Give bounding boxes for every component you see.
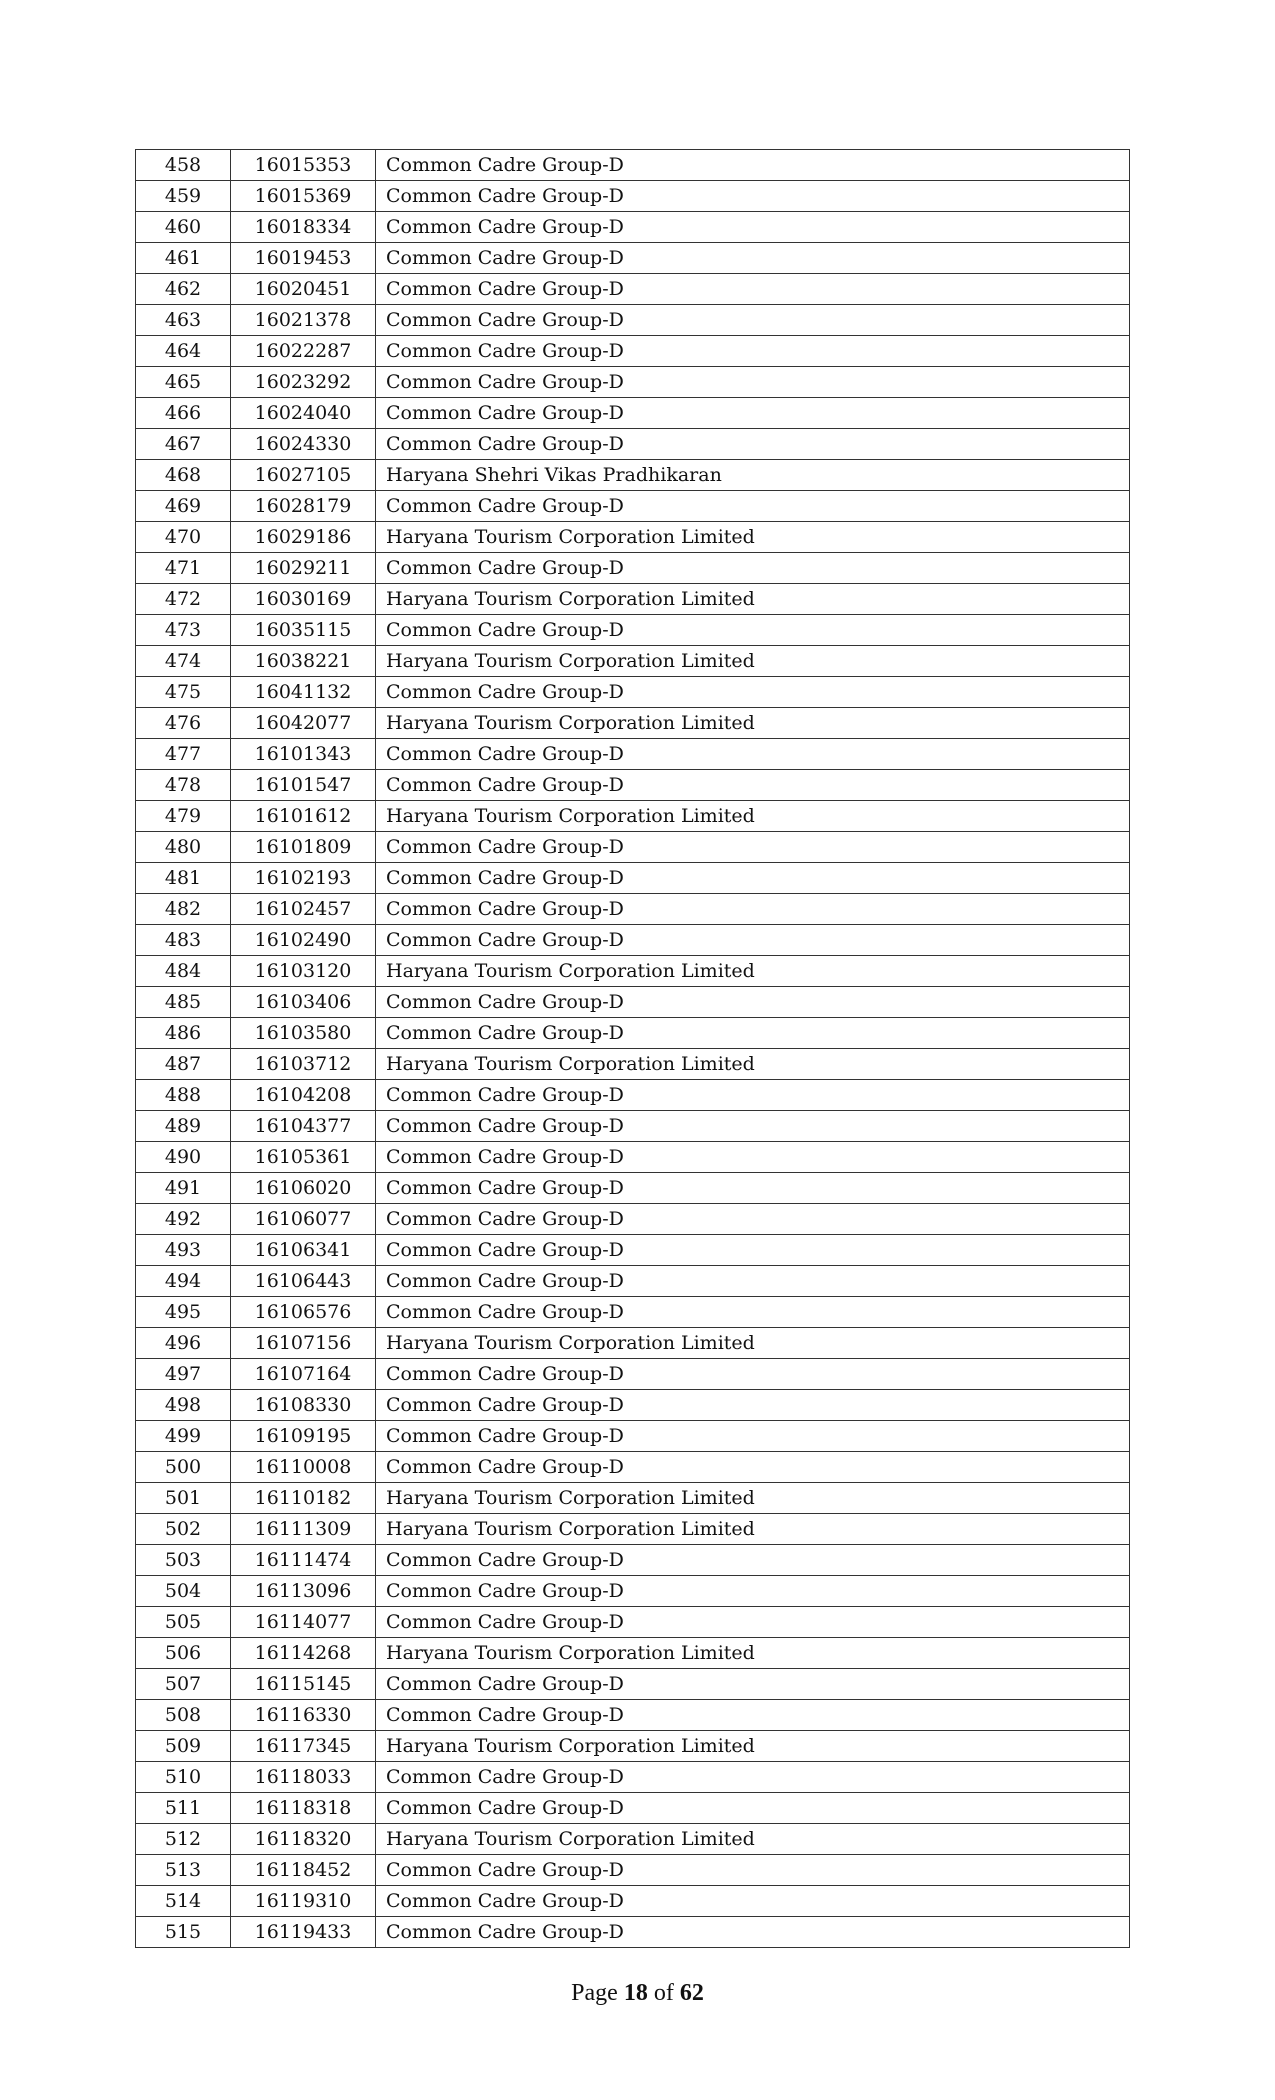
table-row bbox=[136, 1421, 1130, 1452]
roll-number-cell: 16114268 bbox=[231, 1638, 376, 1669]
serial-number-cell: 475 bbox=[136, 677, 231, 708]
serial-number-cell: 498 bbox=[136, 1390, 231, 1421]
department-cell: Common Cadre Group-D bbox=[376, 832, 1130, 863]
serial-number-cell: 508 bbox=[136, 1700, 231, 1731]
table-row bbox=[136, 1390, 1130, 1421]
table-row bbox=[136, 739, 1130, 770]
roll-number-cell: 16110182 bbox=[231, 1483, 376, 1514]
table-row bbox=[136, 429, 1130, 460]
roll-number-cell: 16106077 bbox=[231, 1204, 376, 1235]
roll-number-cell: 16020451 bbox=[231, 274, 376, 305]
department-cell: Common Cadre Group-D bbox=[376, 150, 1130, 181]
department-cell: Common Cadre Group-D bbox=[376, 429, 1130, 460]
serial-number-cell: 458 bbox=[136, 150, 231, 181]
department-cell: Common Cadre Group-D bbox=[376, 336, 1130, 367]
department-cell: Common Cadre Group-D bbox=[376, 1669, 1130, 1700]
table-row bbox=[136, 615, 1130, 646]
table-row bbox=[136, 1855, 1130, 1886]
department-cell: Common Cadre Group-D bbox=[376, 770, 1130, 801]
serial-number-cell: 469 bbox=[136, 491, 231, 522]
table-row bbox=[136, 832, 1130, 863]
department-cell: Haryana Tourism Corporation Limited bbox=[376, 1514, 1130, 1545]
department-cell: Common Cadre Group-D bbox=[376, 739, 1130, 770]
serial-number-cell: 503 bbox=[136, 1545, 231, 1576]
department-cell: Common Cadre Group-D bbox=[376, 1266, 1130, 1297]
serial-number-cell: 479 bbox=[136, 801, 231, 832]
roll-number-cell: 16101343 bbox=[231, 739, 376, 770]
table-row bbox=[136, 646, 1130, 677]
department-cell: Common Cadre Group-D bbox=[376, 1545, 1130, 1576]
roll-number-cell: 16104208 bbox=[231, 1080, 376, 1111]
table-row bbox=[136, 305, 1130, 336]
serial-number-cell: 495 bbox=[136, 1297, 231, 1328]
table-row bbox=[136, 398, 1130, 429]
serial-number-cell: 493 bbox=[136, 1235, 231, 1266]
table-row bbox=[136, 150, 1130, 181]
table-row bbox=[136, 1111, 1130, 1142]
department-cell: Common Cadre Group-D bbox=[376, 1297, 1130, 1328]
page-prefix: Page bbox=[571, 1980, 618, 2006]
roll-number-cell: 16107156 bbox=[231, 1328, 376, 1359]
table-row bbox=[136, 1793, 1130, 1824]
serial-number-cell: 481 bbox=[136, 863, 231, 894]
department-cell: Common Cadre Group-D bbox=[376, 1793, 1130, 1824]
roll-number-cell: 16103580 bbox=[231, 1018, 376, 1049]
department-cell: Common Cadre Group-D bbox=[376, 491, 1130, 522]
table-row bbox=[136, 1700, 1130, 1731]
table-row bbox=[136, 1080, 1130, 1111]
department-cell: Haryana Shehri Vikas Pradhikaran bbox=[376, 460, 1130, 491]
serial-number-cell: 482 bbox=[136, 894, 231, 925]
department-cell: Common Cadre Group-D bbox=[376, 243, 1130, 274]
serial-number-cell: 488 bbox=[136, 1080, 231, 1111]
department-cell: Common Cadre Group-D bbox=[376, 181, 1130, 212]
serial-number-cell: 467 bbox=[136, 429, 231, 460]
serial-number-cell: 504 bbox=[136, 1576, 231, 1607]
table-row bbox=[136, 956, 1130, 987]
serial-number-cell: 502 bbox=[136, 1514, 231, 1545]
roll-number-cell: 16029186 bbox=[231, 522, 376, 553]
roll-number-cell: 16118318 bbox=[231, 1793, 376, 1824]
table-row bbox=[136, 770, 1130, 801]
serial-number-cell: 484 bbox=[136, 956, 231, 987]
roll-number-cell: 16104377 bbox=[231, 1111, 376, 1142]
table-row bbox=[136, 522, 1130, 553]
serial-number-cell: 478 bbox=[136, 770, 231, 801]
department-cell: Common Cadre Group-D bbox=[376, 987, 1130, 1018]
table-row bbox=[136, 1235, 1130, 1266]
table-row bbox=[136, 1204, 1130, 1235]
table-row bbox=[136, 1669, 1130, 1700]
page-total: 62 bbox=[679, 1980, 704, 2006]
roll-number-cell: 16110008 bbox=[231, 1452, 376, 1483]
roll-number-cell: 16119433 bbox=[231, 1917, 376, 1948]
serial-number-cell: 509 bbox=[136, 1731, 231, 1762]
table-row bbox=[136, 1886, 1130, 1917]
department-cell: Common Cadre Group-D bbox=[376, 863, 1130, 894]
serial-number-cell: 512 bbox=[136, 1824, 231, 1855]
table-row bbox=[136, 274, 1130, 305]
department-cell: Haryana Tourism Corporation Limited bbox=[376, 646, 1130, 677]
serial-number-cell: 476 bbox=[136, 708, 231, 739]
serial-number-cell: 464 bbox=[136, 336, 231, 367]
table-row bbox=[136, 677, 1130, 708]
roll-number-cell: 16106341 bbox=[231, 1235, 376, 1266]
roll-number-cell: 16106443 bbox=[231, 1266, 376, 1297]
roll-number-cell: 16103120 bbox=[231, 956, 376, 987]
serial-number-cell: 501 bbox=[136, 1483, 231, 1514]
serial-number-cell: 514 bbox=[136, 1886, 231, 1917]
roll-number-cell: 16024040 bbox=[231, 398, 376, 429]
table-row bbox=[136, 863, 1130, 894]
department-cell: Common Cadre Group-D bbox=[376, 1204, 1130, 1235]
serial-number-cell: 468 bbox=[136, 460, 231, 491]
roll-number-cell: 16107164 bbox=[231, 1359, 376, 1390]
table-row bbox=[136, 987, 1130, 1018]
serial-number-cell: 511 bbox=[136, 1793, 231, 1824]
serial-number-cell: 496 bbox=[136, 1328, 231, 1359]
serial-number-cell: 513 bbox=[136, 1855, 231, 1886]
serial-number-cell: 462 bbox=[136, 274, 231, 305]
serial-number-cell: 497 bbox=[136, 1359, 231, 1390]
department-cell: Haryana Tourism Corporation Limited bbox=[376, 801, 1130, 832]
roll-number-cell: 16113096 bbox=[231, 1576, 376, 1607]
department-cell: Common Cadre Group-D bbox=[376, 1142, 1130, 1173]
table-row bbox=[136, 1607, 1130, 1638]
department-cell: Common Cadre Group-D bbox=[376, 894, 1130, 925]
department-cell: Common Cadre Group-D bbox=[376, 1886, 1130, 1917]
serial-number-cell: 463 bbox=[136, 305, 231, 336]
roll-number-cell: 16030169 bbox=[231, 584, 376, 615]
department-cell: Common Cadre Group-D bbox=[376, 1390, 1130, 1421]
table-row bbox=[136, 1328, 1130, 1359]
department-cell: Common Cadre Group-D bbox=[376, 305, 1130, 336]
roll-number-cell: 16117345 bbox=[231, 1731, 376, 1762]
table-row bbox=[136, 1731, 1130, 1762]
department-cell: Common Cadre Group-D bbox=[376, 1917, 1130, 1948]
roll-number-cell: 16103406 bbox=[231, 987, 376, 1018]
table-row bbox=[136, 1049, 1130, 1080]
table-row bbox=[136, 1297, 1130, 1328]
department-cell: Haryana Tourism Corporation Limited bbox=[376, 584, 1130, 615]
department-cell: Common Cadre Group-D bbox=[376, 1762, 1130, 1793]
serial-number-cell: 510 bbox=[136, 1762, 231, 1793]
roll-number-cell: 16019453 bbox=[231, 243, 376, 274]
serial-number-cell: 492 bbox=[136, 1204, 231, 1235]
department-cell: Haryana Tourism Corporation Limited bbox=[376, 1328, 1130, 1359]
table-row bbox=[136, 212, 1130, 243]
table-row bbox=[136, 1514, 1130, 1545]
table-row bbox=[136, 1266, 1130, 1297]
roll-number-cell: 16101809 bbox=[231, 832, 376, 863]
department-cell: Common Cadre Group-D bbox=[376, 1235, 1130, 1266]
department-cell: Common Cadre Group-D bbox=[376, 1452, 1130, 1483]
table-row bbox=[136, 1762, 1130, 1793]
roll-number-cell: 16118452 bbox=[231, 1855, 376, 1886]
roll-number-cell: 16027105 bbox=[231, 460, 376, 491]
roll-number-cell: 16108330 bbox=[231, 1390, 376, 1421]
table-row bbox=[136, 1545, 1130, 1576]
roll-number-cell: 16103712 bbox=[231, 1049, 376, 1080]
roll-number-cell: 16115145 bbox=[231, 1669, 376, 1700]
table-row bbox=[136, 1359, 1130, 1390]
department-cell: Common Cadre Group-D bbox=[376, 1607, 1130, 1638]
department-cell: Common Cadre Group-D bbox=[376, 1855, 1130, 1886]
roll-number-cell: 16102193 bbox=[231, 863, 376, 894]
table-row bbox=[136, 708, 1130, 739]
serial-number-cell: 460 bbox=[136, 212, 231, 243]
roll-number-cell: 16106576 bbox=[231, 1297, 376, 1328]
serial-number-cell: 489 bbox=[136, 1111, 231, 1142]
roll-number-cell: 16028179 bbox=[231, 491, 376, 522]
table-row bbox=[136, 1824, 1130, 1855]
table-row bbox=[136, 491, 1130, 522]
serial-number-cell: 465 bbox=[136, 367, 231, 398]
table-row bbox=[136, 801, 1130, 832]
department-cell: Haryana Tourism Corporation Limited bbox=[376, 1638, 1130, 1669]
roll-number-cell: 16021378 bbox=[231, 305, 376, 336]
page-current: 18 bbox=[623, 1980, 648, 2006]
roll-number-cell: 16102457 bbox=[231, 894, 376, 925]
serial-number-cell: 485 bbox=[136, 987, 231, 1018]
table-row bbox=[136, 460, 1130, 491]
department-cell: Haryana Tourism Corporation Limited bbox=[376, 1049, 1130, 1080]
roll-number-cell: 16041132 bbox=[231, 677, 376, 708]
table-row bbox=[136, 553, 1130, 584]
page-of: of bbox=[653, 1980, 674, 2006]
serial-number-cell: 506 bbox=[136, 1638, 231, 1669]
serial-number-cell: 473 bbox=[136, 615, 231, 646]
roll-number-cell: 16102490 bbox=[231, 925, 376, 956]
department-cell: Common Cadre Group-D bbox=[376, 212, 1130, 243]
roll-number-cell: 16111309 bbox=[231, 1514, 376, 1545]
serial-number-cell: 507 bbox=[136, 1669, 231, 1700]
serial-number-cell: 490 bbox=[136, 1142, 231, 1173]
table-row bbox=[136, 1452, 1130, 1483]
serial-number-cell: 487 bbox=[136, 1049, 231, 1080]
roll-number-cell: 16029211 bbox=[231, 553, 376, 584]
department-cell: Common Cadre Group-D bbox=[376, 398, 1130, 429]
serial-number-cell: 470 bbox=[136, 522, 231, 553]
serial-number-cell: 459 bbox=[136, 181, 231, 212]
roll-number-cell: 16119310 bbox=[231, 1886, 376, 1917]
serial-number-cell: 494 bbox=[136, 1266, 231, 1297]
table-row bbox=[136, 243, 1130, 274]
roll-number-cell: 16106020 bbox=[231, 1173, 376, 1204]
roll-number-cell: 16038221 bbox=[231, 646, 376, 677]
roll-number-cell: 16116330 bbox=[231, 1700, 376, 1731]
serial-number-cell: 491 bbox=[136, 1173, 231, 1204]
table-row bbox=[136, 1142, 1130, 1173]
table-row bbox=[136, 1638, 1130, 1669]
serial-number-cell: 515 bbox=[136, 1917, 231, 1948]
department-cell: Common Cadre Group-D bbox=[376, 1111, 1130, 1142]
department-cell: Common Cadre Group-D bbox=[376, 367, 1130, 398]
table-row bbox=[136, 1576, 1130, 1607]
department-cell: Common Cadre Group-D bbox=[376, 1173, 1130, 1204]
serial-number-cell: 466 bbox=[136, 398, 231, 429]
department-cell: Common Cadre Group-D bbox=[376, 1421, 1130, 1452]
roll-number-cell: 16101612 bbox=[231, 801, 376, 832]
roll-number-cell: 16118320 bbox=[231, 1824, 376, 1855]
serial-number-cell: 499 bbox=[136, 1421, 231, 1452]
serial-number-cell: 471 bbox=[136, 553, 231, 584]
serial-number-cell: 486 bbox=[136, 1018, 231, 1049]
serial-number-cell: 483 bbox=[136, 925, 231, 956]
department-cell: Haryana Tourism Corporation Limited bbox=[376, 1824, 1130, 1855]
serial-number-cell: 474 bbox=[136, 646, 231, 677]
serial-number-cell: 472 bbox=[136, 584, 231, 615]
department-cell: Haryana Tourism Corporation Limited bbox=[376, 522, 1130, 553]
roll-number-cell: 16015353 bbox=[231, 150, 376, 181]
roll-number-cell: 16114077 bbox=[231, 1607, 376, 1638]
roll-number-cell: 16118033 bbox=[231, 1762, 376, 1793]
department-cell: Common Cadre Group-D bbox=[376, 677, 1130, 708]
table-row bbox=[136, 894, 1130, 925]
roll-number-cell: 16109195 bbox=[231, 1421, 376, 1452]
table-row bbox=[136, 925, 1130, 956]
department-cell: Haryana Tourism Corporation Limited bbox=[376, 956, 1130, 987]
table-row bbox=[136, 1483, 1130, 1514]
department-cell: Common Cadre Group-D bbox=[376, 1018, 1130, 1049]
page-number bbox=[0, 1980, 1275, 2007]
department-cell: Common Cadre Group-D bbox=[376, 615, 1130, 646]
roll-number-cell: 16035115 bbox=[231, 615, 376, 646]
table-row bbox=[136, 1173, 1130, 1204]
roll-number-cell: 16042077 bbox=[231, 708, 376, 739]
table-row bbox=[136, 584, 1130, 615]
roll-number-cell: 16022287 bbox=[231, 336, 376, 367]
roll-number-cell: 16024330 bbox=[231, 429, 376, 460]
results-table-body bbox=[136, 150, 1130, 1948]
table-row bbox=[136, 336, 1130, 367]
department-cell: Common Cadre Group-D bbox=[376, 1359, 1130, 1390]
table-row bbox=[136, 181, 1130, 212]
department-cell: Common Cadre Group-D bbox=[376, 1700, 1130, 1731]
department-cell: Haryana Tourism Corporation Limited bbox=[376, 1483, 1130, 1514]
table-row bbox=[136, 1917, 1130, 1948]
table-row bbox=[136, 367, 1130, 398]
department-cell: Haryana Tourism Corporation Limited bbox=[376, 1731, 1130, 1762]
roll-number-cell: 16101547 bbox=[231, 770, 376, 801]
roll-number-cell: 16023292 bbox=[231, 367, 376, 398]
serial-number-cell: 505 bbox=[136, 1607, 231, 1638]
department-cell: Haryana Tourism Corporation Limited bbox=[376, 708, 1130, 739]
serial-number-cell: 477 bbox=[136, 739, 231, 770]
serial-number-cell: 461 bbox=[136, 243, 231, 274]
results-table bbox=[135, 149, 1130, 1948]
department-cell: Common Cadre Group-D bbox=[376, 1576, 1130, 1607]
department-cell: Common Cadre Group-D bbox=[376, 1080, 1130, 1111]
roll-number-cell: 16105361 bbox=[231, 1142, 376, 1173]
roll-number-cell: 16018334 bbox=[231, 212, 376, 243]
department-cell: Common Cadre Group-D bbox=[376, 274, 1130, 305]
serial-number-cell: 480 bbox=[136, 832, 231, 863]
department-cell: Common Cadre Group-D bbox=[376, 553, 1130, 584]
serial-number-cell: 500 bbox=[136, 1452, 231, 1483]
roll-number-cell: 16015369 bbox=[231, 181, 376, 212]
table-row bbox=[136, 1018, 1130, 1049]
department-cell: Common Cadre Group-D bbox=[376, 925, 1130, 956]
roll-number-cell: 16111474 bbox=[231, 1545, 376, 1576]
